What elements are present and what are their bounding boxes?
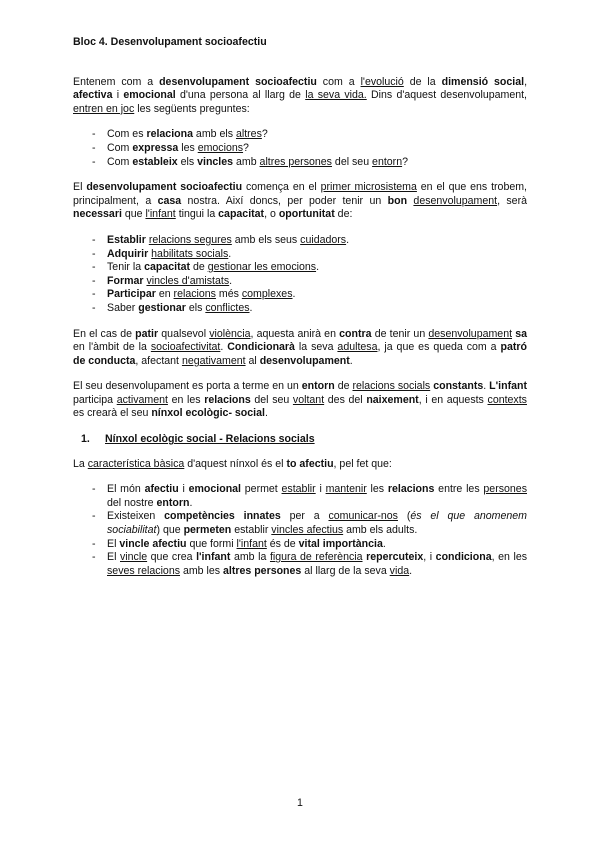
text-run: ) que [156, 524, 184, 537]
text-run: amb [233, 155, 260, 168]
list-item [73, 302, 527, 316]
text-run: dimensió social [441, 75, 525, 88]
text-run: , ja que es queda com a [377, 341, 501, 354]
text-run: . [349, 354, 353, 367]
text-run: nostra. Així doncs, per poder tenir un [181, 194, 388, 207]
text-run: ? [243, 141, 249, 154]
text-run: socioafectivitat [150, 341, 221, 354]
text-run: vincle [120, 551, 148, 564]
capacities-list [73, 234, 527, 316]
text-run: , afectant [135, 354, 182, 367]
document-page [73, 36, 527, 590]
text-run: relacions socials [352, 380, 431, 393]
text-run: , o [264, 208, 279, 221]
text-run: cuidadors [300, 233, 347, 246]
text-run: necessari [73, 208, 122, 221]
text-run: . [409, 564, 413, 577]
text-run: des del [324, 393, 367, 406]
text-run: primer microsistema [320, 181, 417, 194]
list-item [73, 248, 527, 262]
text-run: en [155, 288, 174, 301]
text-run: afectiva [73, 89, 113, 102]
text-run: establir [281, 483, 316, 496]
text-run: Formar [107, 274, 144, 287]
text-run: . [483, 380, 490, 393]
text-run: les [366, 483, 388, 496]
questions-list [73, 128, 527, 169]
text-run: per a [280, 510, 329, 523]
text-run: en les [167, 393, 205, 406]
text-run: adultesa [337, 341, 378, 354]
list-item [73, 261, 527, 275]
text-run: sa [515, 327, 527, 340]
list-item [73, 275, 527, 289]
text-run: de tenir un [371, 327, 429, 340]
text-run: . [229, 274, 233, 287]
text-run: relacions segures [148, 233, 232, 246]
text-run: característica bàsica [87, 457, 185, 470]
text-run: seves relacions [107, 564, 181, 577]
text-run: i [112, 89, 124, 102]
section-number: 1. [81, 433, 90, 446]
text-run: relacions [173, 288, 216, 301]
text-run: Condicionarà [227, 341, 295, 354]
text-run: del seu [331, 155, 373, 168]
text-run: , serà [497, 194, 527, 207]
text-run: altres [235, 128, 262, 141]
section-title: Nínxol ecològic social - Relacions socials [105, 433, 315, 446]
text-run: l'infant [236, 537, 267, 550]
text-run: és el que anomenem sociabilitat [107, 510, 527, 537]
text-run: El seu desenvolupament es porta a terme en un [73, 380, 302, 393]
text-run: negativament [181, 354, 246, 367]
text-run: de [190, 261, 208, 274]
list-item [73, 288, 527, 302]
list-item [73, 551, 527, 578]
text-run: Establir [107, 233, 146, 246]
text-run: patró de conducta [73, 341, 527, 367]
text-run: contexts [487, 393, 527, 406]
text-run: L'infant [489, 380, 527, 393]
text-run: . [264, 407, 268, 420]
text-run: . [316, 261, 320, 274]
text-run: altres persones [259, 155, 332, 168]
text-run: . [189, 496, 193, 509]
text-run: bon [387, 194, 408, 207]
text-run: l'evolució [360, 75, 404, 88]
text-run: patir [135, 327, 159, 340]
text-run: que [121, 208, 146, 221]
text-run: . [249, 301, 253, 314]
text-run: vital importància [298, 537, 383, 550]
text-run: del seu [250, 393, 293, 406]
text-run: emocions [197, 141, 244, 154]
list-item [73, 142, 527, 156]
paragraph-affective-tone [73, 458, 527, 472]
list-item [73, 510, 527, 537]
text-run: amb els adults. [343, 524, 418, 537]
section-heading [81, 433, 527, 447]
text-run: Com [107, 155, 133, 168]
text-run: d'una persona al llarg de [175, 89, 306, 102]
text-run: entren en joc [73, 102, 135, 115]
list-item [73, 128, 527, 142]
text-run: les [178, 141, 198, 154]
document-title: Bloc 4. Desenvolupament socioafectiu [73, 36, 267, 48]
text-run: contra [339, 327, 372, 340]
text-run: d'aquest nínxol és el [184, 457, 287, 470]
text-run: Com [107, 141, 133, 154]
text-run: afectiu [144, 483, 179, 496]
text-run: figura de referència [269, 551, 363, 564]
text-run: de la [403, 75, 442, 88]
paragraph-intro [73, 76, 527, 117]
text-run: gestionar les emocions [207, 261, 317, 274]
text-run: que formi [186, 537, 237, 550]
text-run: casa [157, 194, 182, 207]
paragraph-violence [73, 328, 527, 369]
text-run: , en les [491, 551, 528, 564]
text-run: ( [397, 510, 411, 523]
text-run: més [215, 288, 242, 301]
text-run: , i [423, 551, 436, 564]
text-run: . [346, 233, 350, 246]
text-run: Existeixen [107, 510, 165, 523]
text-run: al [245, 354, 260, 367]
text-run: complexes [241, 288, 293, 301]
text-run: naixement [366, 393, 419, 406]
text-run: del nostre [107, 496, 157, 509]
text-run: entre les [434, 483, 484, 496]
text-run: comunicar-nos [328, 510, 398, 523]
text-run: condiciona [435, 551, 492, 564]
text-run: capacitat [218, 208, 265, 221]
text-run: és de [266, 537, 299, 550]
text-run: constants [433, 380, 484, 393]
text-run: estableix [132, 155, 178, 168]
list-item [73, 156, 527, 170]
text-run: . [228, 247, 232, 260]
text-run: , i en aquests [418, 393, 488, 406]
text-run: expressa [132, 141, 179, 154]
text-run: de [334, 380, 353, 393]
text-run: amb la [230, 551, 270, 564]
text-run: . [292, 288, 296, 301]
text-run: comença en el [242, 181, 321, 194]
text-run: es crearà el seu [73, 407, 152, 420]
text-run: en l'àmbit de la [73, 341, 151, 354]
text-run: persones [483, 483, 527, 496]
text-run: Participar [107, 288, 156, 301]
text-run: capacitat [144, 261, 191, 274]
text-run: ? [261, 128, 268, 141]
text-run: vincles d'amistats [146, 274, 230, 287]
text-run: tingui la [175, 208, 219, 221]
text-run: . [382, 537, 386, 550]
text-run: emocional [123, 89, 176, 102]
text-run: Com es [107, 128, 147, 141]
text-run: els [185, 301, 206, 314]
text-run: relacions [204, 393, 251, 406]
text-run: gestionar [138, 301, 186, 314]
text-run: relaciona [146, 128, 193, 141]
text-run: entorn [301, 380, 335, 393]
text-run: Entenem com a [73, 75, 160, 88]
text-run: desenvolupament [428, 327, 513, 340]
text-run: en el que ens trobem, principalment, a [73, 181, 527, 207]
text-run: vincles [197, 155, 234, 168]
paragraph-microsystem [73, 181, 527, 222]
text-run: permet [241, 483, 282, 496]
text-run: com a [316, 75, 361, 88]
text-run: , pel fet que: [333, 457, 392, 470]
text-run: Adquirir [107, 247, 149, 260]
list-item [73, 234, 527, 248]
text-run: El [107, 537, 120, 550]
text-run: l'infant [145, 208, 176, 221]
text-run: , [524, 75, 528, 88]
text-run: les següents preguntes: [134, 102, 250, 115]
text-run: El món [107, 483, 145, 496]
text-run: repercuteix [366, 551, 424, 564]
text-run: Tenir la [107, 261, 145, 274]
text-run: entorn [156, 496, 190, 509]
list-item [73, 483, 527, 510]
page-number: 1 [297, 797, 303, 809]
text-run: amb els [192, 128, 236, 141]
text-run: activament [116, 393, 168, 406]
list-item [73, 538, 527, 552]
text-run: i [315, 483, 326, 496]
text-run: vida [389, 564, 410, 577]
text-run: vincles afectius [271, 524, 344, 537]
text-run: El [73, 181, 87, 194]
affective-reasons-list [73, 483, 527, 578]
text-run: conflictes [205, 301, 250, 314]
text-run: desenvolupament socioafectiu [159, 75, 317, 88]
text-run: l'infant [196, 551, 231, 564]
text-run: vincle afectiu [119, 537, 187, 550]
text-run: desenvolupament [413, 194, 498, 207]
text-run: mantenir [325, 483, 367, 496]
text-run: voltant [292, 393, 325, 406]
text-run: to afectiu [286, 457, 334, 470]
paragraph-environment [73, 380, 527, 421]
text-run: violència [209, 327, 251, 340]
text-run: al llarg de la seva [301, 564, 390, 577]
text-run: que crea [147, 551, 197, 564]
text-run: desenvolupament socioafectiu [86, 181, 243, 194]
text-run: i [178, 483, 189, 496]
text-run: amb les [180, 564, 223, 577]
text-run: qualsevol [158, 327, 210, 340]
text-run: la seva vida. [305, 89, 367, 102]
text-run: emocional [188, 483, 242, 496]
text-run: la seva [294, 341, 338, 354]
text-run: oportunitat [278, 208, 335, 221]
text-run: nínxol ecològic- social [151, 407, 265, 420]
text-run: ? [402, 155, 408, 168]
text-run: permeten [183, 524, 232, 537]
text-run: competències innates [164, 510, 281, 523]
text-run: entorn [372, 155, 403, 168]
text-run: de: [334, 208, 353, 221]
text-run: establir [231, 524, 272, 537]
text-run: , aquesta anirà en [250, 327, 340, 340]
text-run: La [73, 457, 88, 470]
text-run: participa [73, 393, 117, 406]
text-run: . [220, 341, 228, 354]
text-run: desenvolupament [259, 354, 350, 367]
text-run: En el cas de [73, 327, 136, 340]
text-run: els [177, 155, 198, 168]
text-run: altres persones [223, 564, 302, 577]
text-run: El [107, 551, 120, 564]
text-run: habilitats socials [151, 247, 229, 260]
text-run: Dins d'aquest desenvolupament, [366, 89, 527, 102]
text-run: Saber [107, 301, 139, 314]
text-run: amb els seus [231, 233, 301, 246]
text-run: relacions [387, 483, 435, 496]
